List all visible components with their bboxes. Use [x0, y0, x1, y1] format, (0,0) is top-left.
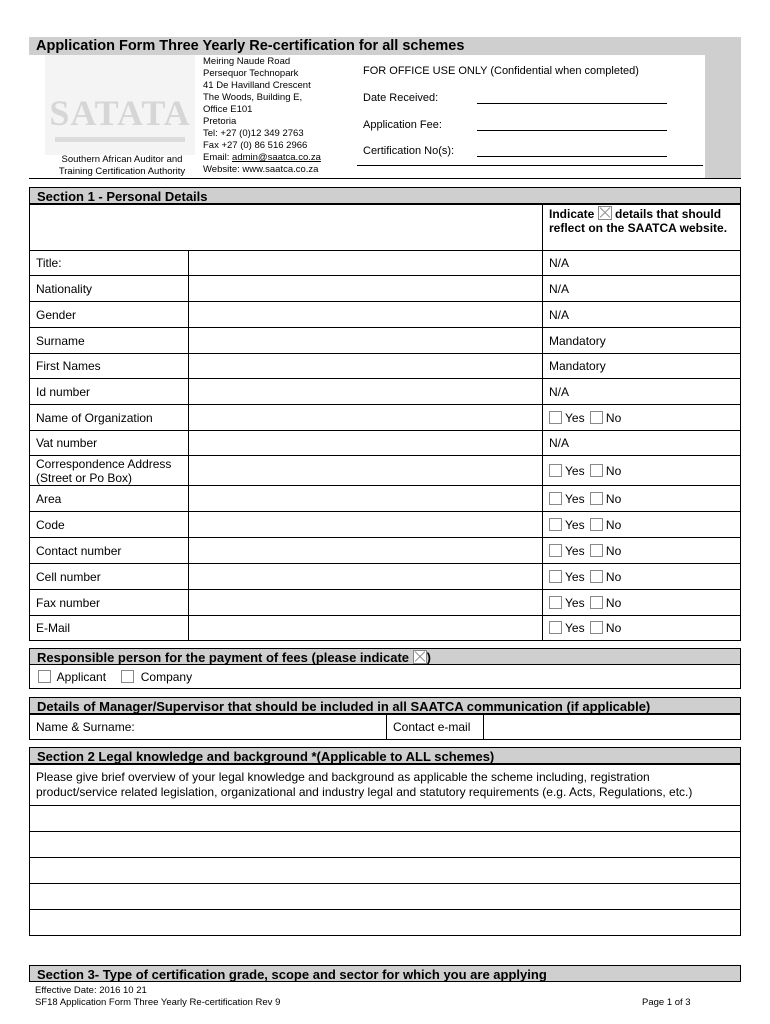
no-label: No: [605, 463, 622, 478]
table-row: [30, 354, 741, 379]
saatca-logo: [45, 55, 195, 155]
yes-checkbox[interactable]: [549, 570, 562, 583]
x-checkbox-icon: [413, 650, 427, 664]
website-text: Website: www.saatca.co.za: [203, 164, 319, 175]
yes-checkbox[interactable]: [549, 621, 562, 634]
field-input[interactable]: [189, 302, 543, 328]
field-label: Surname: [30, 328, 189, 354]
section2-description: Please give brief overview of your legal knowledge and background as applicable the scheme including, registration product/service related legislation, organizational and industry legal and statutory requirements (e.g. Acts, Regulations, etc.): [30, 765, 741, 806]
table-row: [30, 456, 741, 486]
website-indicator: [543, 590, 741, 616]
section2-heading: Section 2 Legal knowledge and background *(Applicable to ALL schemes): [29, 747, 741, 764]
field-input[interactable]: [189, 590, 543, 616]
yes-label: Yes: [565, 621, 585, 635]
certification-nos-label: Certification No(s):: [363, 145, 455, 157]
field-label: Gender: [30, 302, 189, 328]
fees-options: Applicant Company: [29, 665, 741, 689]
website-indicator: N/A: [543, 302, 741, 328]
field-label: Name of Organization: [30, 405, 189, 431]
website-indicator: Mandatory: [543, 328, 741, 354]
field-input[interactable]: [189, 328, 543, 354]
field-label: E-Mail: [30, 616, 189, 641]
field-label: Title:: [30, 251, 189, 276]
certification-nos-field[interactable]: [477, 156, 667, 157]
yes-checkbox[interactable]: [549, 518, 562, 531]
manager-heading: Details of Manager/Supervisor that should be included in all SAATCA communication (if applicable): [29, 697, 741, 714]
manager-email-label-cell: Contact e-mail: [387, 715, 484, 740]
yes-checkbox[interactable]: [549, 596, 562, 609]
no-label: No: [605, 410, 622, 425]
yes-checkbox[interactable]: [549, 411, 562, 424]
table-row: [30, 251, 741, 276]
form-title: Application Form Three Yearly Re-certification for all schemes: [29, 37, 741, 55]
effective-date: Effective Date: 2016 10 21: [35, 985, 147, 996]
field-label: Area: [30, 486, 189, 512]
yes-label: Yes: [565, 410, 585, 425]
field-input[interactable]: [189, 538, 543, 564]
svg-text:SATATA: SATATA: [49, 93, 191, 133]
indicate-spacer: [30, 205, 543, 251]
no-checkbox[interactable]: [590, 492, 603, 505]
website-indicator: [543, 538, 741, 564]
field-label: Cell number: [30, 564, 189, 590]
table-row: [30, 486, 741, 512]
website-indicator: N/A: [543, 379, 741, 405]
manager-name-cell[interactable]: Name & Surname:: [30, 715, 387, 740]
legal-answer-line[interactable]: [30, 884, 741, 910]
no-label: No: [605, 595, 622, 610]
applicant-checkbox[interactable]: [38, 670, 51, 683]
website-indicator: [543, 564, 741, 590]
yes-label: Yes: [565, 491, 585, 506]
org-name: Southern African Auditor and Training Certification Authority: [58, 154, 186, 177]
document-reference: SF18 Application Form Three Yearly Re-certification Rev 9: [35, 997, 281, 1008]
section3-heading: Section 3- Type of certification grade, scope and sector for which you are applying: [29, 965, 741, 982]
no-label: No: [605, 621, 622, 635]
yes-checkbox[interactable]: [549, 544, 562, 557]
website-indicator: N/A: [543, 251, 741, 276]
no-checkbox[interactable]: [590, 570, 603, 583]
yes-label: Yes: [565, 543, 585, 558]
field-input[interactable]: [189, 405, 543, 431]
no-checkbox[interactable]: [590, 621, 603, 634]
field-label: Fax number: [30, 590, 189, 616]
website-indicator: N/A: [543, 276, 741, 302]
website-indicator: [543, 405, 741, 431]
field-label: Contact number: [30, 538, 189, 564]
table-row: [30, 616, 741, 641]
no-checkbox[interactable]: [590, 518, 603, 531]
table-row: [30, 276, 741, 302]
legal-answer-line[interactable]: [30, 910, 741, 936]
indicate-row: [30, 205, 741, 251]
website-indicator: [543, 486, 741, 512]
table-row: [30, 538, 741, 564]
table-row: [30, 405, 741, 431]
website-indicator: [543, 456, 741, 486]
no-label: No: [605, 491, 622, 506]
no-checkbox[interactable]: [590, 544, 603, 557]
legal-knowledge-table: [29, 764, 741, 936]
x-checkbox-icon: [598, 206, 612, 220]
office-use-box: [357, 55, 703, 166]
yes-label: Yes: [565, 569, 585, 584]
no-label: No: [605, 543, 622, 558]
fees-heading: Responsible person for the payment of fees (please indicate ): [29, 648, 741, 665]
yes-checkbox[interactable]: [549, 464, 562, 477]
manager-email-field[interactable]: [484, 715, 741, 740]
table-row: [30, 328, 741, 354]
contact-email: Email: admin@saatca.co.za: [203, 152, 321, 163]
application-fee-label: Application Fee:: [363, 119, 442, 131]
yes-label: Yes: [565, 595, 585, 610]
application-fee-field[interactable]: [477, 130, 667, 131]
page-number: Page 1 of 3: [642, 997, 691, 1008]
field-input[interactable]: [189, 616, 543, 641]
no-checkbox[interactable]: [590, 411, 603, 424]
legal-answer-line[interactable]: [30, 858, 741, 884]
field-label: Nationality: [30, 276, 189, 302]
header-shade-strip: [705, 55, 741, 179]
field-input[interactable]: [189, 564, 543, 590]
no-label: No: [605, 569, 622, 584]
header-divider: [29, 178, 741, 179]
legal-answer-line[interactable]: [30, 806, 741, 832]
date-received-field[interactable]: [477, 103, 667, 104]
field-label: Code: [30, 512, 189, 538]
legal-answer-line[interactable]: [30, 832, 741, 858]
no-label: No: [605, 517, 622, 532]
address-block: Meiring Naude Road Persequor Technopark 41 De Havilland Crescent The Woods, Building E, Office E101 Pretoria Tel: +27 (0)12 349 2763 Fax +27 (0) 86 516 2966: [203, 56, 311, 151]
field-label: Id number: [30, 379, 189, 405]
field-input[interactable]: [189, 354, 543, 379]
website-indicator: N/A: [543, 431, 741, 456]
table-row: [30, 590, 741, 616]
field-label: First Names: [30, 354, 189, 379]
no-checkbox[interactable]: [590, 464, 603, 477]
no-checkbox[interactable]: [590, 596, 603, 609]
website-indicator: [543, 616, 741, 641]
office-use-heading: FOR OFFICE USE ONLY (Confidential when completed): [363, 65, 639, 77]
table-row: [30, 302, 741, 328]
field-label: Vat number: [30, 431, 189, 456]
table-row: [30, 379, 741, 405]
yes-label: Yes: [565, 517, 585, 532]
field-input[interactable]: [189, 431, 543, 456]
field-input[interactable]: [189, 379, 543, 405]
website-indicator: [543, 512, 741, 538]
field-input[interactable]: [189, 486, 543, 512]
yes-checkbox[interactable]: [549, 492, 562, 505]
yes-label: Yes: [565, 463, 585, 478]
field-input[interactable]: [189, 276, 543, 302]
email-link[interactable]: admin@saatca.co.za: [232, 152, 321, 163]
website-indicator: Mandatory: [543, 354, 741, 379]
field-input[interactable]: [189, 512, 543, 538]
company-checkbox[interactable]: [121, 670, 134, 683]
table-row: [30, 564, 741, 590]
table-row: [30, 431, 741, 456]
field-label: Correspondence Address (Street or Po Box): [30, 456, 189, 486]
field-input[interactable]: [189, 456, 543, 486]
section1-heading: Section 1 - Personal Details: [29, 187, 741, 204]
personal-details-table: [29, 204, 741, 641]
indicate-cell: Indicate details that should reflect on the SAATCA website.: [543, 205, 741, 251]
date-received-label: Date Received:: [363, 92, 439, 104]
table-row: [30, 512, 741, 538]
manager-table: [29, 714, 741, 740]
field-input[interactable]: [189, 251, 543, 276]
